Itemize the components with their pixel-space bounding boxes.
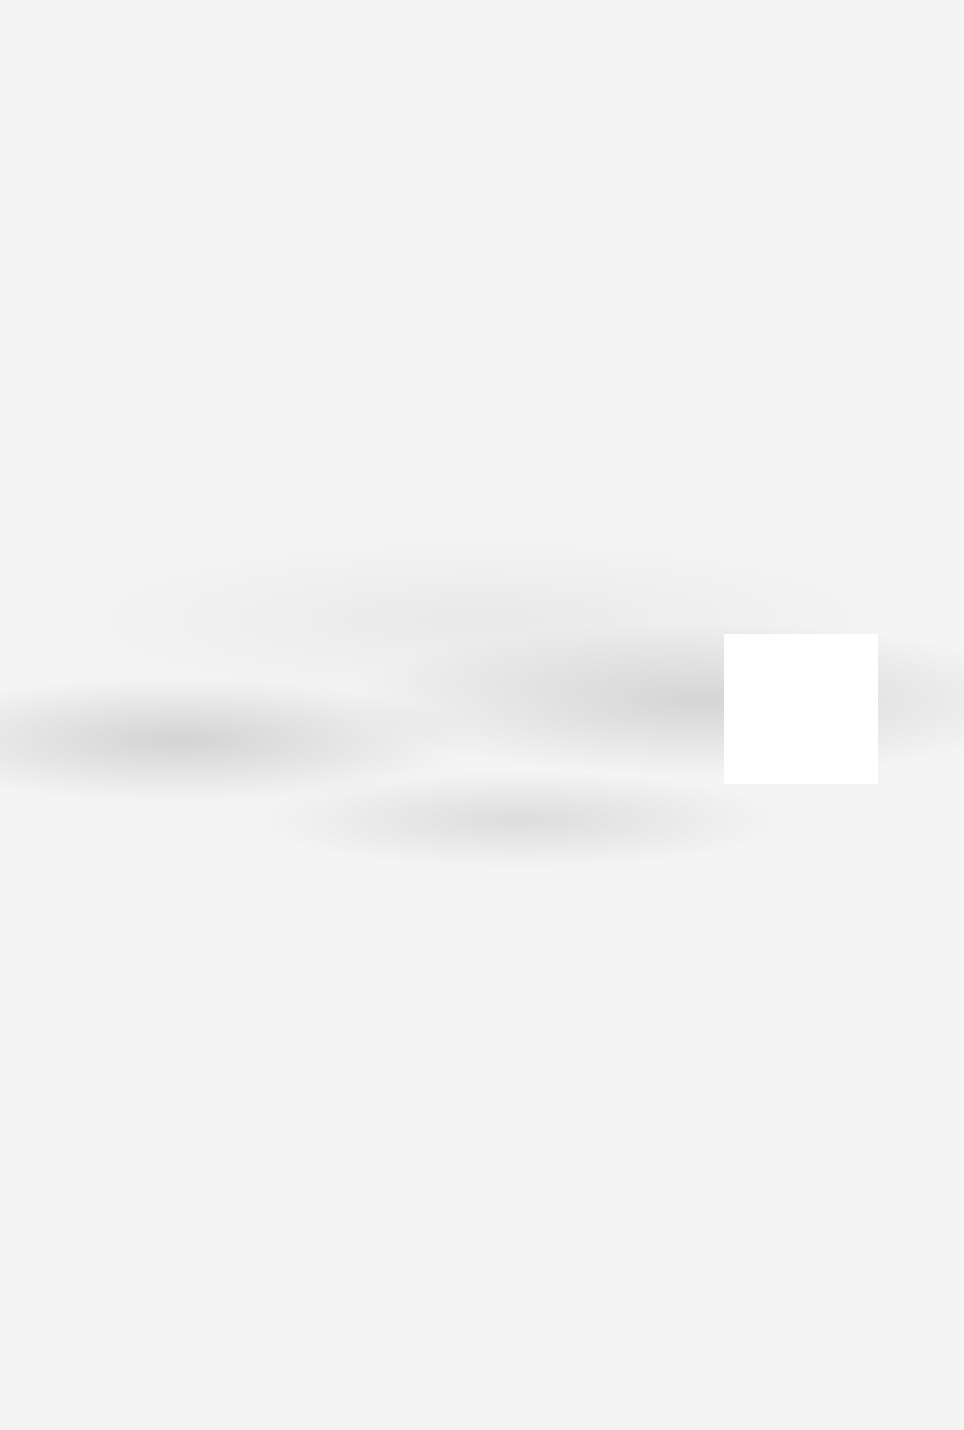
redaction-box bbox=[724, 634, 878, 784]
site-logo bbox=[794, 1332, 944, 1412]
